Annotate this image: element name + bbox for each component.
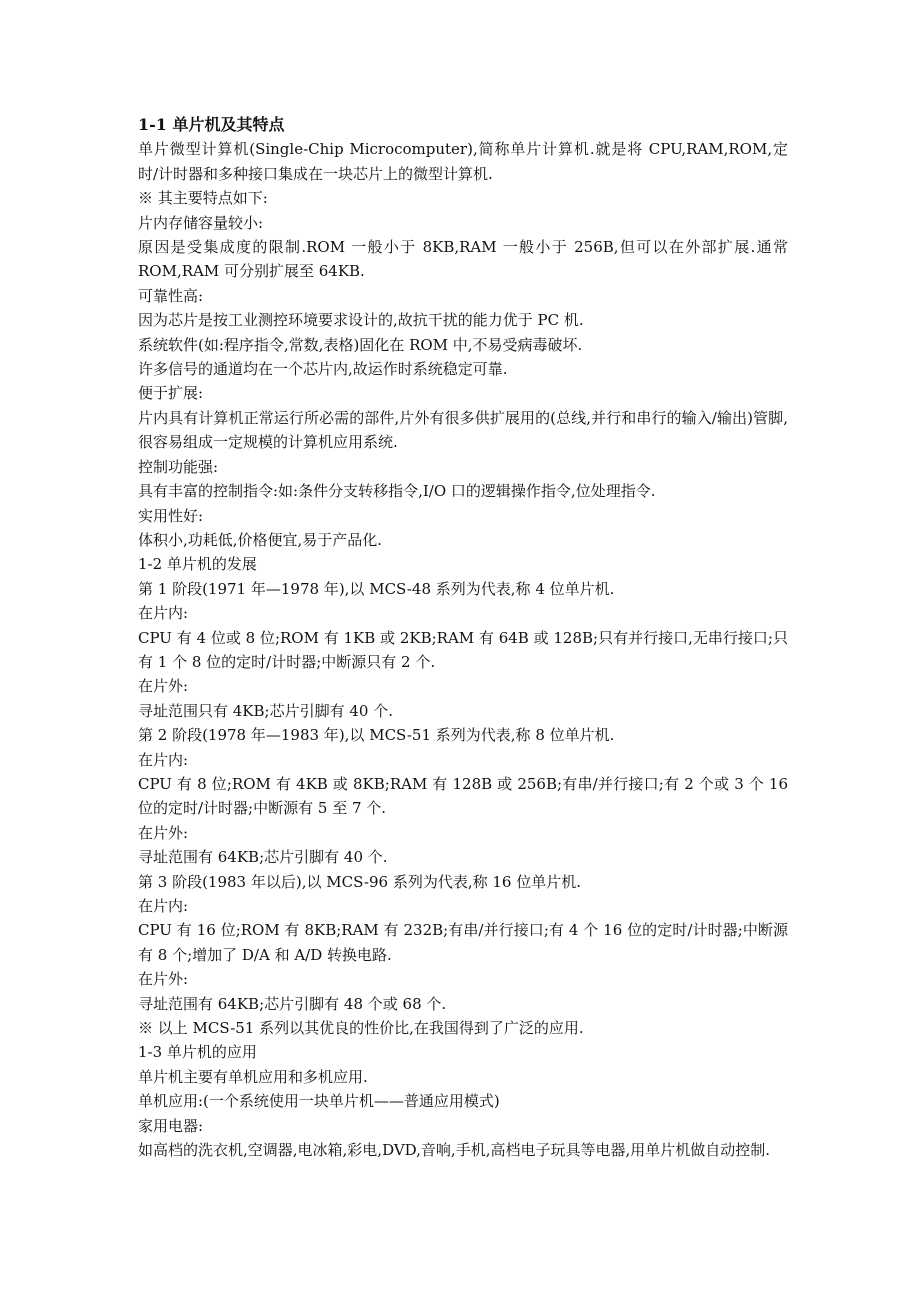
paragraph: 体积小,功耗低,价格便宜,易于产品化.	[138, 530, 383, 549]
paragraph: 具有丰富的控制指令:如:条件分支转移指令,I/O 口的逻辑操作指令,位处理指令.	[138, 482, 656, 501]
sub-heading: 在片内:	[138, 897, 189, 915]
paragraph: CPU 有 16 位;ROM 有 8KB;RAM 有 232B;有串/并行接口;有 4 个 16 位的定时/计时器;中断源有 8 个;增加了 D/A 和 A/D 转换电路.	[138, 921, 788, 964]
paragraph: 许多信号的通道均在一个芯片内,故运作时系统稳定可靠.	[138, 360, 508, 379]
paragraph: 因为芯片是按工业测控环境要求设计的,故抗干扰的能力优于 PC 机.	[138, 311, 584, 330]
sub-heading: 家用电器:	[138, 1116, 204, 1135]
feature-heading: 实用性好:	[138, 506, 204, 525]
sub-heading: 在片外:	[138, 823, 189, 842]
section-title-1-3: 1-3 单片机的应用	[138, 1043, 257, 1062]
feature-heading: 便于扩展:	[138, 384, 204, 403]
sub-heading: 在片内:	[138, 604, 189, 623]
stage-heading: 第 3 阶段(1983 年以后),以 MCS-96 系列为代表,称 16 位单片机.	[138, 872, 582, 891]
paragraph: 如高档的洗衣机,空调器,电冰箱,彩电,DVD,音响,手机,高档电子玩具等电器,用单片机做自动控制.	[138, 1141, 771, 1160]
paragraph: 片内具有计算机正常运行所必需的部件,片外有很多供扩展用的(总线,并行和串行的输入/输出)管脚,很容易组成一定规模的计算机应用系统.	[138, 408, 788, 452]
paragraph: 系统软件(如:程序指令,常数,表格)固化在 ROM 中,不易受病毒破坏.	[138, 335, 583, 354]
paragraph: 寻址范围有 64KB;芯片引脚有 48 个或 68 个.	[138, 994, 447, 1013]
stage-heading: 第 2 阶段(1978 年—1983 年),以 MCS-51 系列为代表,称 8 位单片机.	[138, 726, 615, 745]
sub-heading: 在片外:	[138, 677, 189, 696]
paragraph: 单片机主要有单机应用和多机应用.	[138, 1067, 368, 1086]
paragraph: CPU 有 8 位;ROM 有 4KB 或 8KB;RAM 有 128B 或 256B;有串/并行接口;有 2 个或 3 个 16 位的定时/计时器;中断源有 5 至 7 个.	[138, 774, 788, 818]
paragraph: 单片微型计算机(Single-Chip Microcomputer),简称单片计算机.就是将 CPU,RAM,ROM,定时/计时器和多种接口集成在一块芯片上的微型计算机.	[138, 140, 788, 183]
paragraph: 寻址范围有 64KB;芯片引脚有 40 个.	[138, 848, 388, 867]
paragraph: 单机应用:(一个系统使用一块单片机——普通应用模式)	[138, 1092, 500, 1111]
stage-heading: 第 1 阶段(1971 年—1978 年),以 MCS-48 系列为代表,称 4 位单片机.	[138, 579, 615, 598]
section-title-1-1: 1-1 单片机及其特点	[138, 115, 285, 134]
note-line: ※ 以上 MCS-51 系列以其优良的性价比,在我国得到了广泛的应用.	[138, 1019, 584, 1038]
paragraph: 寻址范围只有 4KB;芯片引脚有 40 个.	[138, 701, 393, 720]
section-title-1-2: 1-2 单片机的发展	[138, 555, 257, 574]
document-page	[138, 113, 788, 1162]
paragraph: CPU 有 4 位或 8 位;ROM 有 1KB 或 2KB;RAM 有 64B 或 128B;只有并行接口,无串行接口;只有 1 个 8 位的定时/计时器;中断源只有 2 个.	[138, 628, 788, 671]
feature-heading: 可靠性高:	[138, 286, 204, 305]
sub-heading: 在片外:	[138, 970, 189, 989]
feature-heading: 片内存储容量较小:	[138, 213, 264, 232]
paragraph: 原因是受集成度的限制.ROM 一般小于 8KB,RAM 一般小于 256B,但可以在外部扩展.通常 ROM,RAM 可分别扩展至 64KB.	[138, 238, 788, 281]
note-line: ※ 其主要特点如下:	[138, 189, 268, 208]
feature-heading: 控制功能强:	[138, 457, 219, 476]
sub-heading: 在片内:	[138, 750, 189, 769]
